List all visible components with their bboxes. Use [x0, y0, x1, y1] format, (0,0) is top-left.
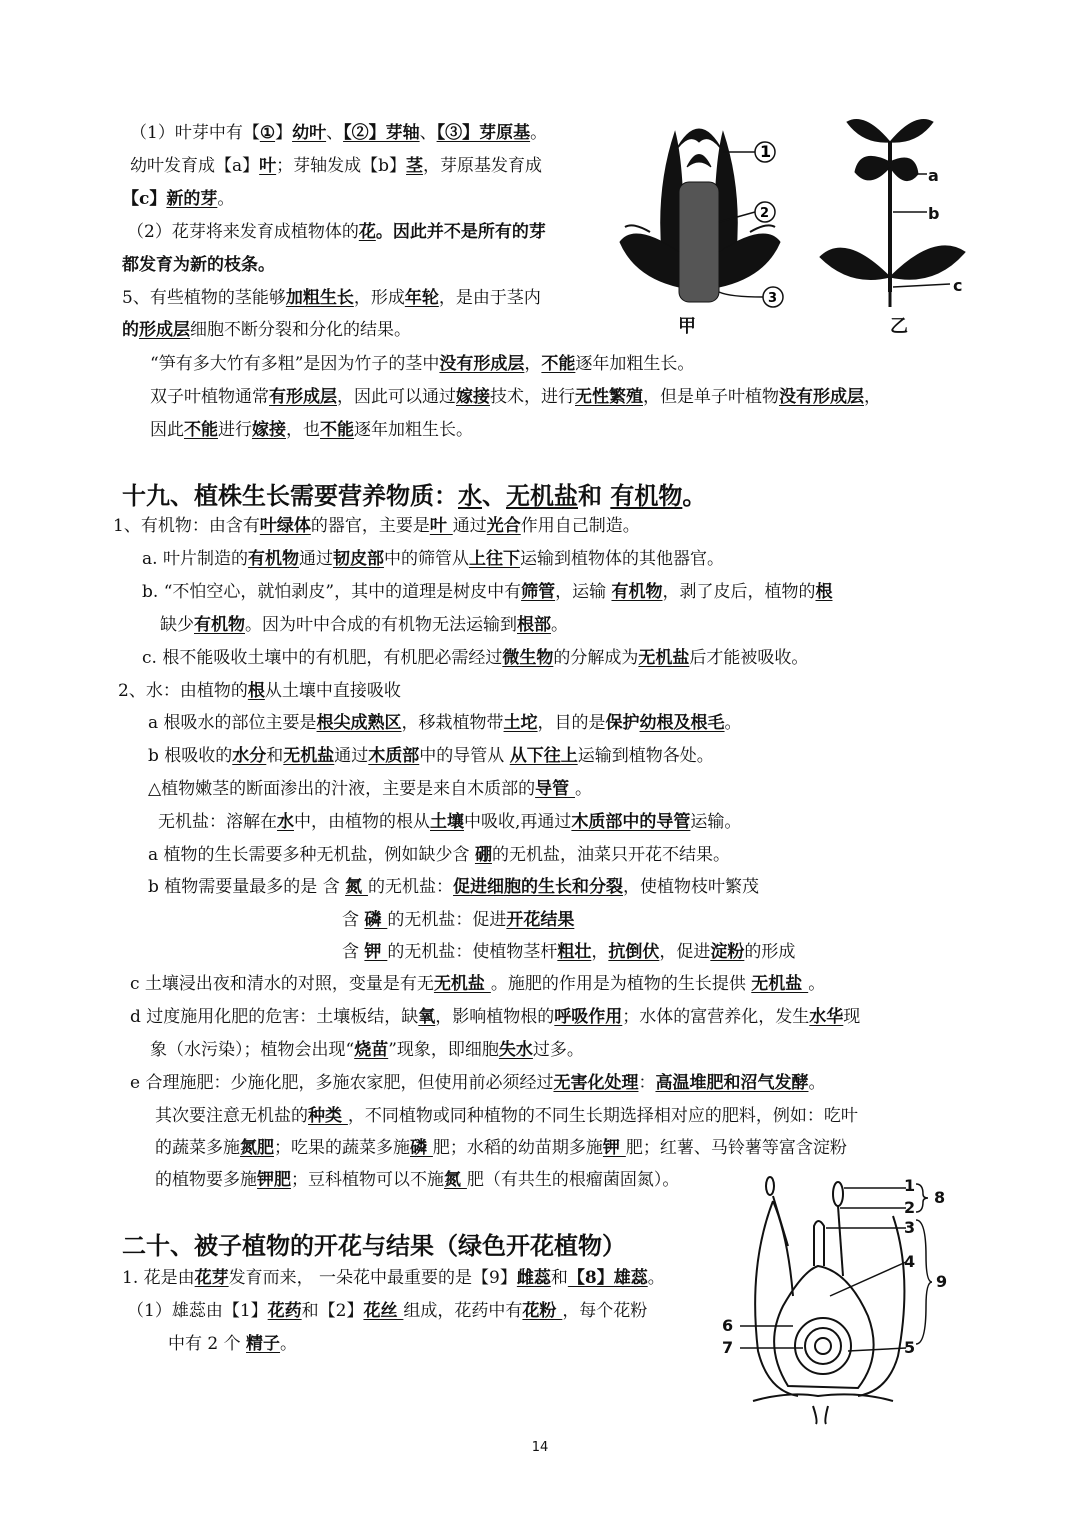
- s19-line-15: c 土壤浸出夜和清水的对照，变量是有无无机盐 。施肥的作用是为植物的生长提供 无机盐 。: [130, 974, 826, 994]
- s1-line-9: 双子叶植物通常有形成层，因此可以通过嫁接技术，进行无性繁殖，但是单子叶植物没有形成层，: [150, 387, 881, 407]
- svg-text:1: 1: [760, 142, 772, 161]
- fig2-label-2: 2: [904, 1198, 916, 1217]
- s19-line-20: 的蔬菜多施氮肥；吃果的蔬菜多施磷 肥；水稻的幼苗期多施钾 肥；红薯、马铃薯等富含淀粉: [155, 1138, 847, 1158]
- heading-19: 十九、植株生长需要营养物质：水、无机盐和 有机物。: [122, 482, 707, 510]
- fig2-label-8: 8: [934, 1188, 946, 1207]
- page-number: 14: [531, 1440, 549, 1455]
- flower-structure-diagram: [718, 1176, 958, 1426]
- fig1-caption-yi: 乙: [890, 316, 908, 337]
- s1-line-2: 幼叶发育成【a】叶；芽轴发成【b】茎，芽原基发育成: [130, 156, 543, 176]
- s19-line-18: e 合理施肥：少施化肥，多施农家肥，但使用前必须经过无害化处理：高温堆肥和沼气发酵。: [130, 1073, 826, 1093]
- s19-line-19: 其次要注意无机盐的种类 ，不同植物或同种植物的不同生长期选择相对应的肥料，例如：吃叶: [155, 1106, 858, 1126]
- s19-line-4: 缺少有机物。因为叶中合成的有机物无法运输到根部。: [160, 615, 568, 635]
- heading-20: 二十、被子植物的开花与结果（绿色开花植物）: [122, 1232, 626, 1260]
- s19-line-13: 含 磷 的无机盐：促进开花结果: [342, 910, 575, 930]
- s1-line-5: 都发育为新的枝条。: [122, 255, 275, 275]
- fig2-label-9: 9: [936, 1272, 948, 1291]
- s19-line-5: c. 根不能吸收土壤中的有机肥，有机肥必需经过微生物的分解成为无机盐后才能被吸收。: [142, 648, 809, 668]
- svg-text:2: 2: [760, 206, 770, 221]
- s19-line-2: a. 叶片制造的有机物通过韧皮部中的筛管从上往下运输到植物体的其他器官。: [142, 549, 724, 569]
- s19-line-10: 无机盐：溶解在水中，由植物的根从土壤中吸收,再通过木质部中的导管运输。: [158, 812, 742, 832]
- s19-line-21: 的植物要多施钾肥；豆科植物可以不施氮 肥（有共生的根瘤菌固氮）。: [155, 1170, 680, 1190]
- fig1-label-c: c: [953, 276, 963, 295]
- s1-line-4: （2）花芽将来发育成植物体的花。因此并不是所有的芽: [127, 222, 546, 242]
- s20-line-1: 1. 花是由花芽发育而来， 一朵花中最重要的是【9】雌蕊和【8】雄蕊。: [122, 1268, 665, 1288]
- s19-line-11: a 植物的生长需要多种无机盐，例如缺少含 硼的无机盐，油菜只开花不结果。: [148, 845, 730, 865]
- s1-line-3: 【c】新的芽。: [122, 189, 235, 209]
- s1-line-7: 的形成层细胞不断分裂和分化的结果。: [122, 320, 411, 340]
- s1-line-1: （1）叶芽中有【①】幼叶、【②】芽轴、【③】芽原基。: [130, 123, 548, 143]
- s19-line-6: 2、水：由植物的根从土壤中直接吸收: [118, 681, 401, 701]
- s19-line-12: b 植物需要量最多的是 含 氮 的无机盐：促进细胞的生长和分裂，使植物枝叶繁茂: [148, 877, 760, 897]
- fig2-label-5: 5: [904, 1338, 916, 1357]
- s1-line-8: “笋有多大竹有多粗”是因为竹子的茎中没有形成层，不能逐年加粗生长。: [150, 354, 695, 374]
- s19-line-8: b 根吸收的水分和无机盐通过木质部中的导管从 从下往上运输到植物各处。: [148, 746, 714, 766]
- fig2-label-1: 1: [904, 1176, 916, 1195]
- fig1-label-b: b: [928, 204, 940, 223]
- s20-line-2: （1）雄蕊由【1】花药和【2】花丝 组成，花药中有花粉 ，每个花粉: [127, 1301, 648, 1321]
- fig2-label-6: 6: [722, 1316, 734, 1335]
- svg-text:3: 3: [768, 291, 778, 306]
- fig2-label-7: 7: [722, 1338, 734, 1357]
- s19-line-1: 1、有机物：由含有叶绿体的器官，主要是叶 通过光合作用自己制造。: [113, 516, 640, 536]
- s1-line-10: 因此不能进行嫁接，也不能逐年加粗生长。: [150, 420, 473, 440]
- s19-line-17: 象（水污染）；植物会出现“烧苗”现象，即细胞失水过多。: [150, 1040, 584, 1060]
- s19-line-7: a 根吸水的部位主要是根尖成熟区，移栽植物带土坨，目的是保护幼根及根毛。: [148, 713, 742, 733]
- s20-line-3: 中有 2 个 精子。: [168, 1334, 298, 1354]
- s19-line-9: △植物嫩茎的断面渗出的汁液，主要是来自木质部的导管 。: [148, 779, 592, 799]
- s19-line-16: d 过度施用化肥的危害：土壤板结，缺氧，影响植物根的呼吸作用；水体的富营养化，发生水华现: [130, 1007, 861, 1027]
- s19-line-14: 含 钾 的无机盐：使植物茎杆粗壮，抗倒伏，促进淀粉的形成: [342, 942, 796, 962]
- fig1-caption-jia: 甲: [678, 316, 696, 337]
- fig1-label-a: a: [928, 166, 939, 185]
- s19-line-3: b. “不怕空心，就怕剥皮”，其中的道理是树皮中有筛管，运输 有机物，剥了皮后，植物的根: [142, 582, 833, 602]
- shoot-figure: [820, 120, 965, 308]
- fig2-label-3: 3: [904, 1218, 916, 1237]
- bud-shoot-diagram: [615, 112, 975, 342]
- fig2-label-4: 4: [904, 1252, 916, 1271]
- s1-line-6: 5、有些植物的茎能够加粗生长，形成年轮，是由于茎内: [122, 288, 541, 308]
